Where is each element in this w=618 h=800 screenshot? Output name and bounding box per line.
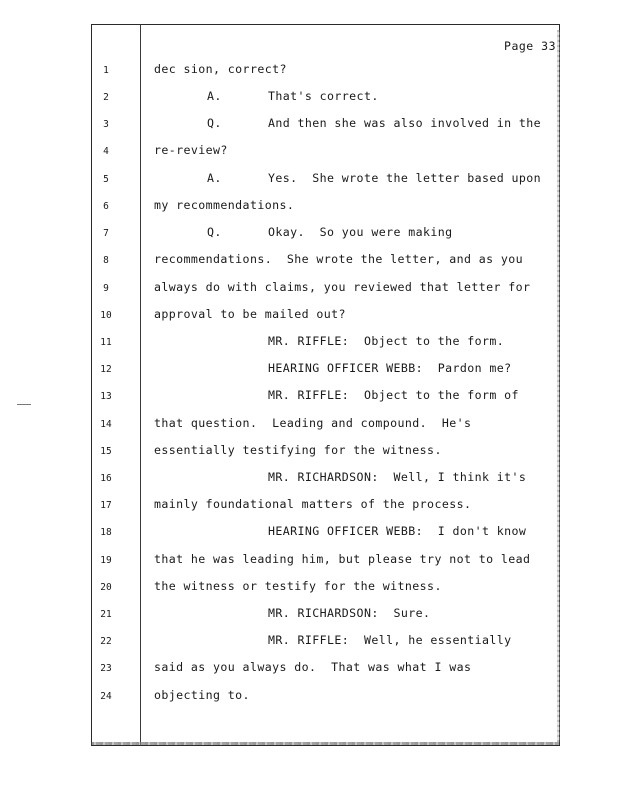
scan-edge-bottom bbox=[91, 742, 560, 745]
line-number: 20 bbox=[100, 582, 112, 593]
line-number: 16 bbox=[100, 473, 112, 484]
line-number: 17 bbox=[100, 500, 112, 511]
line-number: 22 bbox=[100, 636, 112, 647]
line-number: 9 bbox=[103, 283, 109, 294]
transcript-line bbox=[0, 171, 618, 189]
line-number: 23 bbox=[100, 663, 112, 674]
line-text: approval to be mailed out? bbox=[154, 307, 346, 321]
line-text: the witness or testify for the witness. bbox=[154, 579, 442, 593]
line-number: 18 bbox=[100, 527, 112, 538]
line-number: 7 bbox=[103, 228, 109, 239]
line-text: dec sion, correct? bbox=[154, 62, 287, 76]
line-number: 3 bbox=[103, 119, 109, 130]
line-text: recommendations. She wrote the letter, and as you bbox=[154, 252, 524, 266]
line-number: 11 bbox=[100, 337, 112, 348]
transcript-line bbox=[0, 579, 618, 597]
transcript-line bbox=[0, 633, 618, 651]
speaker-label: Q. bbox=[207, 225, 222, 239]
line-text: my recommendations. bbox=[154, 198, 295, 212]
transcript-line bbox=[0, 606, 618, 624]
transcript-line bbox=[0, 552, 618, 570]
line-number: 19 bbox=[100, 555, 112, 566]
transcript-line bbox=[0, 660, 618, 678]
transcript-line bbox=[0, 116, 618, 134]
line-number: 5 bbox=[103, 174, 109, 185]
transcript-line bbox=[0, 143, 618, 161]
line-text: And then she was also involved in the bbox=[268, 116, 542, 130]
line-text: Okay. So you were making bbox=[268, 225, 453, 239]
transcript-line bbox=[0, 416, 618, 434]
line-text: mainly foundational matters of the process. bbox=[154, 497, 472, 511]
transcript-line bbox=[0, 307, 618, 325]
speaker-label: A. bbox=[207, 89, 222, 103]
line-number: 8 bbox=[103, 255, 109, 266]
transcript-line bbox=[0, 225, 618, 243]
line-text: MR. RICHARDSON: Well, I think it's bbox=[268, 470, 527, 484]
line-number: 21 bbox=[100, 609, 112, 620]
transcript-line bbox=[0, 89, 618, 107]
line-text: that question. Leading and compound. He's bbox=[154, 416, 472, 430]
line-text: HEARING OFFICER WEBB: I don't know bbox=[268, 524, 527, 538]
transcript-line bbox=[0, 62, 618, 80]
line-number: 4 bbox=[103, 146, 109, 157]
line-text: HEARING OFFICER WEBB: Pardon me? bbox=[268, 361, 512, 375]
transcript-line bbox=[0, 361, 618, 379]
transcript-line bbox=[0, 198, 618, 216]
line-number: 14 bbox=[100, 419, 112, 430]
line-text: Yes. She wrote the letter based upon bbox=[268, 171, 542, 185]
line-text: objecting to. bbox=[154, 688, 250, 702]
transcript-line bbox=[0, 497, 618, 515]
line-number: 10 bbox=[100, 310, 112, 321]
line-number: 1 bbox=[103, 65, 109, 76]
speaker-label: A. bbox=[207, 171, 222, 185]
transcript-line bbox=[0, 334, 618, 352]
transcript-line bbox=[0, 443, 618, 461]
transcript-line bbox=[0, 470, 618, 488]
transcript-line bbox=[0, 688, 618, 706]
line-text: always do with claims, you reviewed that letter for bbox=[154, 280, 531, 294]
page-number: Page 33 bbox=[504, 39, 556, 53]
line-number: 6 bbox=[103, 201, 109, 212]
line-text: re-review? bbox=[154, 143, 228, 157]
transcript-line bbox=[0, 252, 618, 270]
line-text: MR. RIFFLE: Well, he essentially bbox=[268, 633, 512, 647]
line-text: MR. RIFFLE: Object to the form. bbox=[268, 334, 505, 348]
line-text: essentially testifying for the witness. bbox=[154, 443, 442, 457]
line-text: MR. RIFFLE: Object to the form of bbox=[268, 388, 519, 402]
line-text: that he was leading him, but please try not to lead bbox=[154, 552, 531, 566]
line-number: 2 bbox=[103, 92, 109, 103]
line-number: 13 bbox=[100, 391, 112, 402]
line-number: 15 bbox=[100, 446, 112, 457]
line-text: said as you always do. That was what I was bbox=[154, 660, 472, 674]
line-text: That's correct. bbox=[268, 89, 379, 103]
line-text: MR. RICHARDSON: Sure. bbox=[268, 606, 431, 620]
transcript-line bbox=[0, 280, 618, 298]
transcript-line bbox=[0, 388, 618, 406]
line-number: 12 bbox=[100, 364, 112, 375]
transcript-line bbox=[0, 524, 618, 542]
speaker-label: Q. bbox=[207, 116, 222, 130]
line-number: 24 bbox=[100, 691, 112, 702]
